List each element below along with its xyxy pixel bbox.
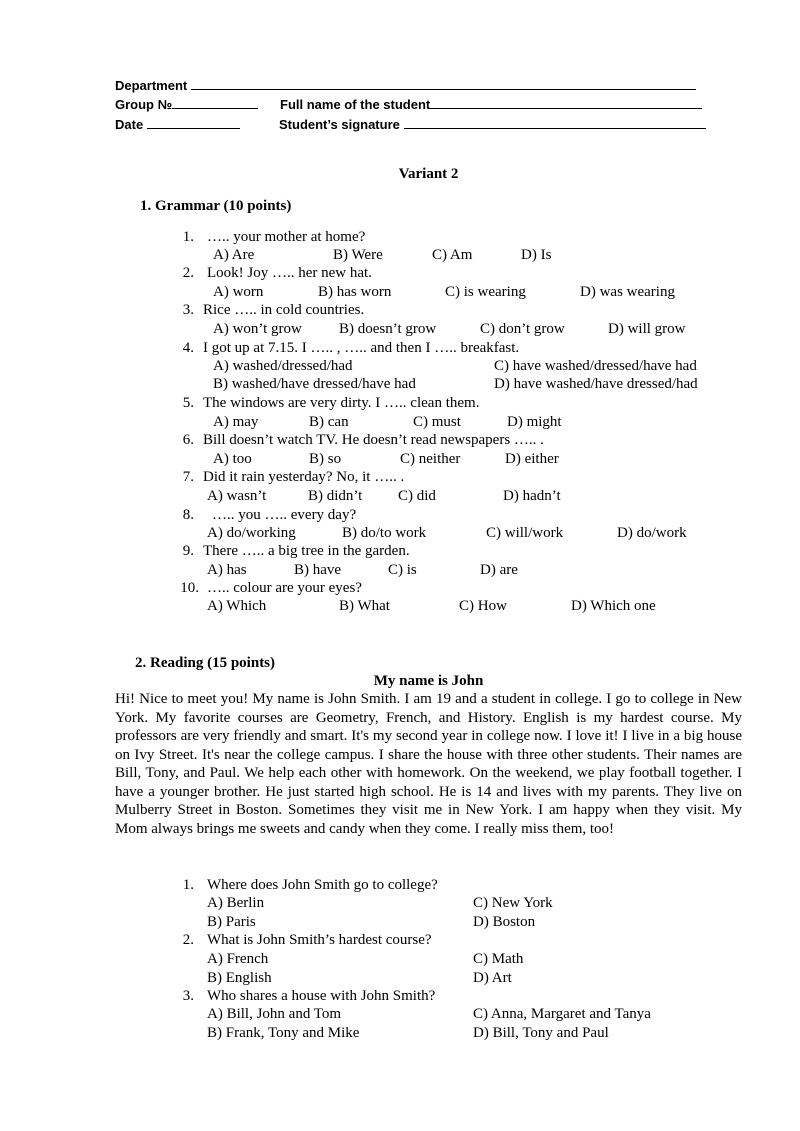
answer-option[interactable]: A) Berlin bbox=[207, 895, 265, 911]
question-text: There ….. a big tree in the garden. bbox=[203, 543, 410, 559]
answer-option[interactable]: A) worn bbox=[213, 284, 264, 300]
department-field bbox=[115, 78, 696, 93]
question-number: 2. bbox=[182, 265, 194, 281]
question-number: 8. bbox=[182, 507, 194, 523]
signature-label: Student’s signature bbox=[279, 117, 400, 132]
answer-option[interactable]: A) washed/dressed/had bbox=[213, 358, 353, 374]
answer-option[interactable]: D) hadn’t bbox=[503, 488, 561, 504]
answer-option[interactable]: B) doesn’t grow bbox=[339, 321, 437, 337]
question-number: 7. bbox=[182, 469, 194, 485]
answer-option[interactable]: A) do/working bbox=[207, 525, 296, 541]
group-field bbox=[115, 97, 258, 112]
question-number: 9. bbox=[182, 543, 194, 559]
question-text: Where does John Smith go to college? bbox=[207, 877, 438, 893]
question-text: Look! Joy ….. her new hat. bbox=[207, 265, 372, 281]
department-label: Department bbox=[115, 78, 188, 93]
answer-option[interactable]: D) Which one bbox=[571, 598, 656, 614]
question-number: 2. bbox=[182, 932, 194, 948]
grammar-heading: 1. Grammar (10 points) bbox=[140, 198, 292, 214]
question-number: 4. bbox=[182, 340, 194, 356]
question-text: I got up at 7.15. I ….. , ….. and then I ….. breakfast. bbox=[203, 340, 520, 356]
question-text: Bill doesn’t watch TV. He doesn’t read newspapers ….. . bbox=[203, 432, 544, 448]
answer-option[interactable]: B) has worn bbox=[318, 284, 392, 300]
full-name-field bbox=[280, 97, 702, 112]
answer-option[interactable]: B) didn’t bbox=[308, 488, 363, 504]
answer-option[interactable]: B) so bbox=[309, 451, 342, 467]
question-text: ….. your mother at home? bbox=[207, 229, 366, 245]
question-number: 5. bbox=[182, 395, 194, 411]
answer-option[interactable]: A) French bbox=[207, 951, 269, 967]
answer-option[interactable]: D) Bill, Tony and Paul bbox=[473, 1025, 609, 1041]
signature-blank[interactable] bbox=[404, 117, 706, 129]
question-number: 1. bbox=[182, 229, 194, 245]
question-number: 1. bbox=[182, 877, 194, 893]
question-number: 6. bbox=[182, 432, 194, 448]
answer-option[interactable]: D) was wearing bbox=[580, 284, 675, 300]
date-label: Date bbox=[115, 117, 144, 132]
story-title: My name is John bbox=[373, 673, 484, 689]
answer-option[interactable]: B) have bbox=[294, 562, 342, 578]
answer-option[interactable]: C) New York bbox=[473, 895, 553, 911]
group-blank[interactable] bbox=[172, 97, 258, 109]
question-text: The windows are very dirty. I ….. clean them. bbox=[203, 395, 480, 411]
answer-option[interactable]: B) do/to work bbox=[342, 525, 427, 541]
answer-option[interactable]: D) either bbox=[505, 451, 559, 467]
date-blank[interactable] bbox=[147, 117, 240, 129]
answer-option[interactable]: C) Am bbox=[432, 247, 473, 263]
reading-heading: 2. Reading (15 points) bbox=[135, 655, 276, 671]
answer-option[interactable]: D) have washed/have dressed/had bbox=[494, 376, 698, 392]
answer-option[interactable]: C) is wearing bbox=[445, 284, 526, 300]
answer-option[interactable]: C) did bbox=[398, 488, 436, 504]
question-text: Did it rain yesterday? No, it ….. . bbox=[203, 469, 405, 485]
date-field bbox=[115, 117, 240, 132]
answer-option[interactable]: C) must bbox=[413, 414, 461, 430]
answer-option[interactable]: C) Anna, Margaret and Tanya bbox=[473, 1006, 651, 1022]
group-label: Group № bbox=[115, 97, 173, 112]
department-blank[interactable] bbox=[191, 78, 696, 90]
answer-option[interactable]: D) will grow bbox=[608, 321, 686, 337]
answer-option[interactable]: A) won’t grow bbox=[213, 321, 302, 337]
signature-field bbox=[279, 117, 706, 132]
answer-option[interactable]: A) Bill, John and Tom bbox=[207, 1006, 342, 1022]
question-text: ….. colour are your eyes? bbox=[207, 580, 362, 596]
answer-option[interactable]: A) has bbox=[207, 562, 247, 578]
answer-option[interactable]: A) Are bbox=[213, 247, 255, 263]
answer-option[interactable]: C) neither bbox=[400, 451, 461, 467]
answer-option[interactable]: C) Math bbox=[473, 951, 524, 967]
answer-option[interactable]: A) wasn’t bbox=[207, 488, 267, 504]
question-text: Rice ….. in cold countries. bbox=[203, 302, 365, 318]
full-name-blank[interactable] bbox=[430, 97, 702, 109]
answer-option[interactable]: B) Paris bbox=[207, 914, 256, 930]
answer-option[interactable]: B) Frank, Tony and Mike bbox=[207, 1025, 360, 1041]
answer-option[interactable]: D) might bbox=[507, 414, 562, 430]
story-text: Hi! Nice to meet you! My name is John Smith. I am 19 and a student in college. I go to college in New York. My favorite courses are Geometry, French, and History. English is my hardest course. My professors are very friendly and smart. It's my second year in college now. I love it! I live in a big house on Ivy Street. It's near the college campus. I share the house with three other students. Their names are Bill, Tony, and Paul. We help each other with homework. On the weekend, we play football together. I have a younger brother. He just started high school. He is 14 and lives with my parents. They live on Mulberry Street in Boston. Sometimes they visit me in New York. I am happy when they visit. My Mom always brings me sweets and candy when they come. I really miss them, too! bbox=[115, 691, 742, 837]
answer-option[interactable]: D) Art bbox=[473, 970, 512, 986]
answer-option[interactable]: C) is bbox=[388, 562, 417, 578]
answer-option[interactable]: D) Boston bbox=[473, 914, 536, 930]
answer-option[interactable]: B) washed/have dressed/have had bbox=[213, 376, 416, 392]
question-text: Who shares a house with John Smith? bbox=[207, 988, 436, 1004]
variant-title: Variant 2 bbox=[398, 166, 459, 182]
answer-option[interactable]: B) English bbox=[207, 970, 272, 986]
answer-option[interactable]: C) How bbox=[459, 598, 507, 614]
question-number: 3. bbox=[182, 988, 194, 1004]
answer-option[interactable]: B) Were bbox=[333, 247, 383, 263]
answer-option[interactable]: A) Which bbox=[207, 598, 267, 614]
question-text: ….. you ….. every day? bbox=[212, 507, 357, 523]
answer-option[interactable]: D) are bbox=[480, 562, 518, 578]
answer-option[interactable]: B) What bbox=[339, 598, 390, 614]
answer-option[interactable]: C) have washed/dressed/have had bbox=[494, 358, 697, 374]
answer-option[interactable]: D) Is bbox=[521, 247, 552, 263]
answer-option[interactable]: A) may bbox=[213, 414, 259, 430]
answer-option[interactable]: A) too bbox=[213, 451, 252, 467]
question-number: 10. bbox=[180, 580, 199, 596]
question-number: 3. bbox=[182, 302, 194, 318]
full-name-label: Full name of the student bbox=[280, 97, 431, 112]
answer-option[interactable]: C) don’t grow bbox=[480, 321, 565, 337]
answer-option[interactable]: C) will/work bbox=[486, 525, 564, 541]
answer-option[interactable]: B) can bbox=[309, 414, 349, 430]
answer-option[interactable]: D) do/work bbox=[617, 525, 687, 541]
question-text: What is John Smith’s hardest course? bbox=[207, 932, 432, 948]
